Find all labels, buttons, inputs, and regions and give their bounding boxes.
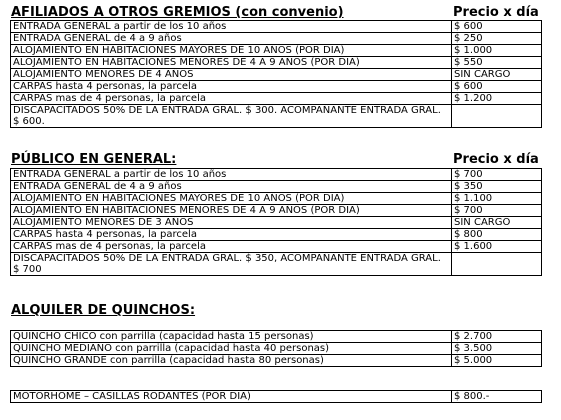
quinchos-title: ALQUILER DE QUINCHOS:: [11, 303, 196, 318]
row-description: ALOJAMIENTO EN HABITACIONES MENORES DE 4 A 9 AÑOS (POR DIA): [11, 57, 452, 69]
row-description: ENTRADA GENERAL de 4 a 9 años: [11, 33, 452, 45]
row-description: DISCAPACITADOS 50% DE LA ENTRADA GRAL. $ 350, ACOMPAÑANTE ENTRADA GRAL. $ 700: [11, 253, 452, 276]
table-row: [11, 93, 542, 105]
table-row: [11, 105, 542, 128]
motorhome-row: [11, 391, 542, 403]
row-description: DISCAPACITADOS 50% DE LA ENTRADA GRAL. $ 300. ACOMPAÑANTE ENTRADA GRAL. $ 600.: [11, 105, 452, 128]
row-description: ALOJAMIENTO EN HABITACIONES MAYORES DE 10 AÑOS (POR DIA): [11, 193, 452, 205]
motorhome-table: [10, 390, 542, 403]
table-row: [11, 181, 542, 193]
afiliados-table: [10, 20, 542, 128]
publico-title: PÚBLICO EN GENERAL:: [11, 152, 177, 167]
row-description: ENTRADA GENERAL a partir de los 10 años: [11, 169, 452, 181]
quinchos-heading: [11, 303, 195, 318]
publico-table: [10, 168, 542, 276]
table-row: [11, 205, 542, 217]
table-row: [11, 331, 542, 343]
row-description: ALOJAMIENTO EN HABITACIONES MENORES DE 4 A 9 AÑOS (POR DIA): [11, 205, 452, 217]
row-description: ENTRADA GENERAL a partir de los 10 años: [11, 21, 452, 33]
table-row: [11, 229, 542, 241]
row-price: $ 550: [452, 57, 542, 69]
table-row: [11, 253, 542, 276]
motorhome-desc: MOTORHOME – CASILLAS RODANTES (POR DIA): [11, 391, 452, 403]
row-description: ALOJAMIENTO MENORES DE 4 AÑOS: [11, 69, 452, 81]
row-price: [452, 105, 542, 128]
afiliados-heading: [11, 5, 344, 20]
table-row: [11, 193, 542, 205]
row-price: $ 1.000: [452, 45, 542, 57]
row-price: $ 600: [452, 21, 542, 33]
row-price: $ 1.600: [452, 241, 542, 253]
row-price: SIN CARGO: [452, 217, 542, 229]
row-price: $ 600: [452, 81, 542, 93]
row-description: CARPAS hasta 4 personas, la parcela: [11, 81, 452, 93]
row-price: SIN CARGO: [452, 69, 542, 81]
row-description: CARPAS mas de 4 personas, la parcela: [11, 93, 452, 105]
motorhome-price: $ 800.-: [452, 391, 542, 403]
row-price: $ 2.700: [452, 331, 542, 343]
row-price: $ 800: [452, 229, 542, 241]
row-price: $ 700: [452, 205, 542, 217]
table-row: [11, 45, 542, 57]
table-row: [11, 33, 542, 45]
row-description: ALOJAMIENTO EN HABITACIONES MAYORES DE 10 AÑOS (POR DIA): [11, 45, 452, 57]
row-price: $ 700: [452, 169, 542, 181]
row-description: CARPAS mas de 4 personas, la parcela: [11, 241, 452, 253]
row-description: QUINCHO GRANDE con parrilla (capacidad hasta 80 personas): [11, 355, 452, 367]
publico-price-header: Precio x día: [453, 152, 539, 167]
quinchos-table: [10, 330, 542, 367]
table-row: [11, 57, 542, 69]
row-description: ENTRADA GENERAL de 4 a 9 años: [11, 181, 452, 193]
afiliados-title: AFILIADOS A OTROS GREMIOS (con convenio): [11, 5, 344, 20]
table-row: [11, 21, 542, 33]
table-row: [11, 355, 542, 367]
table-row: [11, 69, 542, 81]
row-price: $ 1.200: [452, 93, 542, 105]
row-description: QUINCHO CHICO con parrilla (capacidad hasta 15 personas): [11, 331, 452, 343]
row-price: $ 5.000: [452, 355, 542, 367]
afiliados-price-header: Precio x día: [453, 5, 539, 20]
table-row: [11, 217, 542, 229]
table-row: [11, 241, 542, 253]
row-description: CARPAS hasta 4 personas, la parcela: [11, 229, 452, 241]
table-row: [11, 343, 542, 355]
table-row: [11, 169, 542, 181]
row-price: $ 3.500: [452, 343, 542, 355]
row-description: QUINCHO MEDIANO con parrilla (capacidad hasta 40 personas): [11, 343, 452, 355]
publico-heading: [11, 152, 176, 167]
row-price: [452, 253, 542, 276]
row-price: $ 1.100: [452, 193, 542, 205]
row-price: $ 250: [452, 33, 542, 45]
table-row: [11, 81, 542, 93]
row-price: $ 350: [452, 181, 542, 193]
row-description: ALOJAMIENTO MENORES DE 3 AÑOS: [11, 217, 452, 229]
